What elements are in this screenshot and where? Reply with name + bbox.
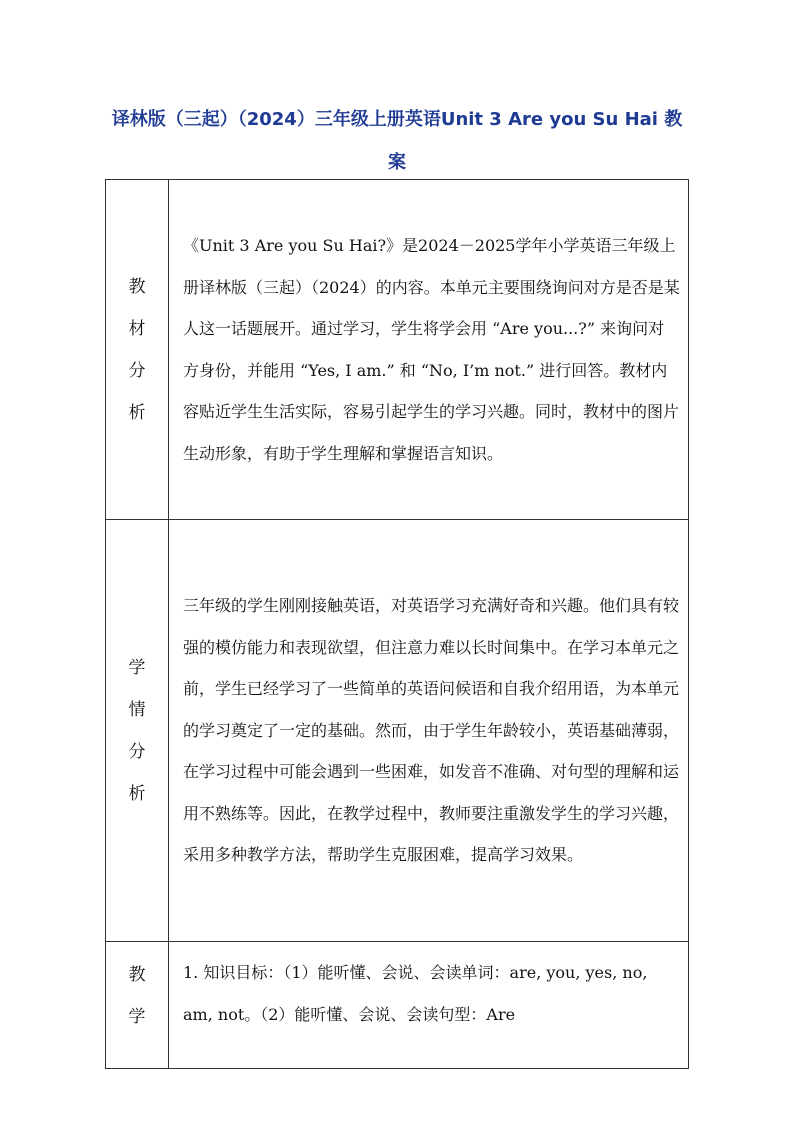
table-row — [106, 942, 689, 1069]
label-char: 析 — [128, 783, 146, 804]
textbook-analysis-text: 《Unit 3 Are you Su Hai?》是2024－2025学年小学英语三年级上册译林版（三起）（2024）的内容。本单元主要围绕询问对方是否是某人这一话题展开。通过学习，学生将学会用 “Are you...?” 来询问对方身份，并能用 “Yes, I am.” 和 “No, I’m not.” 进行回答。教材内容贴近学生生活实际，容易引起学生的学习兴趣。同时，教材中的图片生动形象，有助于学生理解和掌握语言知识。 — [169, 180, 689, 520]
row-label-textbook-analysis — [106, 180, 169, 520]
document-title: 译林版（三起）（2024）三年级上册英语Unit 3 Are you Su Hai 教案 — [111, 109, 683, 173]
label-char: 析 — [128, 402, 146, 423]
student-analysis-text: 三年级的学生刚刚接触英语，对英语学习充满好奇和兴趣。他们具有较强的模仿能力和表现欲望，但注意力难以长时间集中。在学习本单元之前，学生已经学习了一些简单的英语问候语和自我介绍用语，为本单元的学习奠定了一定的基础。然而，由于学生年龄较小，英语基础薄弱，在学习过程中可能会遇到一些困难，如发音不准确、对句型的理解和运用不熟练等。因此，在教学过程中，教师要注重激发学生的学习兴趣，采用多种教学方法，帮助学生克服困难，提高学习效果。 — [169, 520, 689, 942]
label-char: 材 — [128, 318, 146, 339]
row-label-student-analysis — [106, 520, 169, 942]
label-char: 分 — [128, 741, 146, 762]
lesson-plan-table — [105, 179, 689, 1069]
label-char: 教 — [128, 965, 146, 985]
label-char: 学 — [128, 657, 146, 678]
label-char: 分 — [128, 360, 146, 381]
table-row — [106, 520, 689, 942]
label-char: 情 — [128, 699, 146, 720]
label-char: 教 — [128, 276, 146, 297]
teaching-goals-text: 1. 知识目标：（1）能听懂、会说、会读单词：are, you, yes, no, am, not。（2）能听懂、会说、会读句型：Are — [169, 942, 689, 1069]
label-char: 学 — [128, 1007, 146, 1027]
table-row — [106, 180, 689, 520]
row-label-teaching — [106, 942, 169, 1069]
